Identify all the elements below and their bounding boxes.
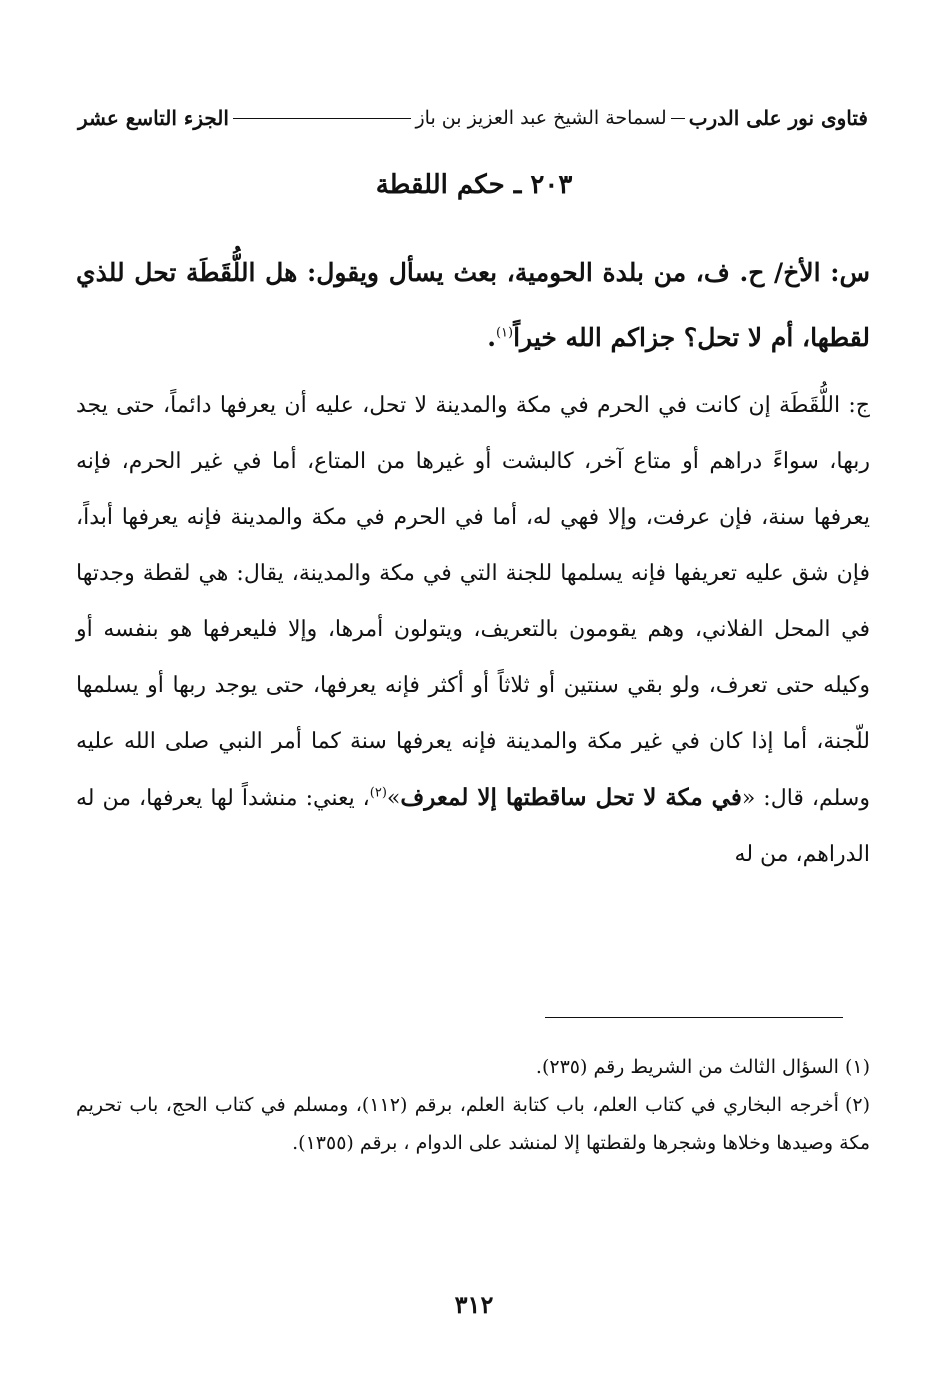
answer-text-before: ج: اللُّقَطَة إن كانت في الحرم في مكة والمدينة لا تحل، عليه أن يعرفها دائماً، حتى يجد ربها، سواءً دراهم أو متاع آخر، كالبشت أو غيرها من المتاع، أما في غير الحرم، فإنه يعرفها سنة، فإن عرفت، وإلا فهي له، أما في الحرم في مكة والمدينة فإنه يعرفها أبداً، فإن شق عليه تعريفها فإنه يسلمها للجنة التي في مكة والمدينة، يقال: هي لقطة وجدتها في المحل الفلاني، وهم يقومون بالتعريف، ويتولون أمرها، وإلا فليعرفها هو بنفسه أو وكيله حتى تعرف، ولو بقي سنتين أو ثلاثاً أو أكثر فإنه يعرفها، حتى يوجد ربها أو يسلمها للّجنة، أما إذا كان في غير مكة والمدينة فإنه يعرفها سنة كما أمر النبي صلى الله عليه وسلم، قال: « — [76, 393, 871, 811]
section-title: ٢٠٣ ـ حكم اللقطة — [375, 170, 573, 200]
hadith-quote: في مكة لا تحل ساقطتها إلا لمعرف — [400, 784, 742, 811]
footnote-1 — [76, 1048, 870, 1086]
volume-part: الجزء التاسع عشر — [78, 106, 229, 130]
hadith-quote-close: » — [386, 786, 401, 811]
page-number: ٣١٢ — [454, 1290, 494, 1319]
answer-paragraph — [76, 378, 870, 883]
question-paragraph — [76, 240, 870, 370]
footnote-2 — [76, 1086, 870, 1162]
question-text: س: الأخ/ ح. ف، من بلدة الحومية، بعث يسأل ويقول: هل اللُّقَطَة تحل للذي لقطها، أم لا تحل؟ جزاكم الله خيراً — [76, 258, 870, 352]
footnote-number: (١) — [844, 1056, 870, 1078]
footnote-text: أخرجه البخاري في كتاب العلم، باب كتابة العلم، برقم (١١٢)، ومسلم في كتاب الحج، باب تحريم مكة وصيدها وخلاها وشجرها ولقطتها إلا لمنشد على الدوام ، برقم (١٣٥٥). — [76, 1094, 870, 1154]
footnote-separator — [545, 1017, 843, 1018]
footnote-text: السؤال الثالث من الشريط رقم (٢٣٥). — [535, 1056, 839, 1078]
author-credit: لسماحة الشيخ عبد العزيز بن باز — [415, 107, 667, 129]
running-header — [78, 106, 868, 130]
footnote-ref-2[interactable]: (٢) — [369, 785, 387, 801]
footnotes — [76, 1048, 870, 1162]
book-title: فتاوى نور على الدرب — [688, 106, 868, 130]
footnote-ref-1[interactable]: (١) — [495, 325, 514, 341]
question-end: . — [487, 323, 496, 352]
header-dash — [671, 118, 685, 119]
answer-text-after: ، يعني: منشداً لها يعرفها، من له الدراهم، من له — [76, 786, 870, 867]
header-rule — [233, 118, 412, 119]
footnote-number: (٢) — [844, 1094, 871, 1116]
